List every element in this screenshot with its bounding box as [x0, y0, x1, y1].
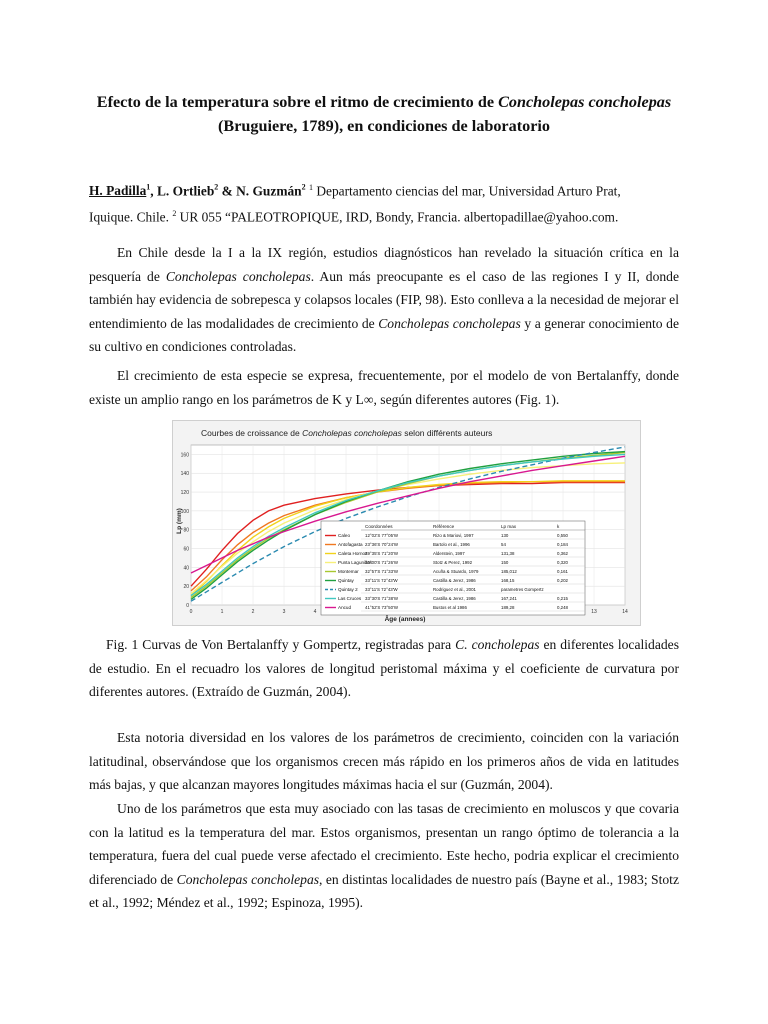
- text-run: y a generar conocimiento de su cultivo en condiciones controladas.: [89, 315, 680, 354]
- inset-cell: 189,28: [501, 605, 515, 610]
- inset-cell: 185,012: [501, 569, 517, 574]
- species-name: Concholepas concholepas: [378, 315, 521, 331]
- inset-cell: Stotz & Perez, 1992: [433, 560, 473, 565]
- inset-cell: Alderstein, 1997: [433, 551, 465, 556]
- inset-cell: 32°57'S 71°33'W: [365, 569, 399, 574]
- inset-cell: 54: [501, 542, 506, 547]
- y-tick-label: 20: [183, 584, 189, 591]
- author-sup: 2: [301, 183, 306, 192]
- inset-cell: 130: [501, 533, 509, 538]
- y-tick-label: 160: [180, 452, 189, 459]
- text-run: El crecimiento de esta especie se expresa, frecuentemente, por el modelo de von Bertalanffy, donde existe un amplio rango en los parámetros de K y L∞, según diferentes autores (Fig. 1).: [89, 368, 679, 407]
- species-name: Concholepas concholepas: [176, 871, 320, 887]
- inset-cell: 0,320: [557, 560, 568, 565]
- y-tick-label: 120: [180, 490, 189, 497]
- legend-entry: Caleta Hornos: [338, 551, 368, 556]
- inset-cell: Bustos et al 1986: [433, 605, 467, 610]
- inset-cell: 41°52'S 73°50'W: [365, 605, 399, 610]
- y-tick-label: 100: [180, 508, 189, 515]
- inset-cell: Rizo & Mariovi, 1997: [433, 533, 474, 538]
- affiliation-1: Departamento ciencias del mar, Universidad Arturo Prat,: [312, 183, 621, 199]
- author-ortlieb: L. Ortlieb: [157, 183, 215, 199]
- paragraph-temperature: [89, 797, 679, 915]
- text-run: . Aun más preocupante es el caso de las regiones I y II, donde también hay evidencia de sobrepesca y colapsos locales (FIP, 98). Esto conlleva a la necesidad de mejorar el entendimiento de las modalidades de crecimiento de: [89, 268, 679, 331]
- species-name: Concholepas concholepas: [165, 268, 311, 284]
- inset-cell: 0,215: [557, 596, 568, 601]
- inset-cell: 0,248: [557, 605, 568, 610]
- species-name: C. concholepas: [455, 637, 540, 652]
- legend-entry: Antofagasta: [338, 542, 363, 547]
- y-tick-label: 80: [183, 527, 189, 534]
- title-line2: (Bruguiere, 1789), en condiciones de laboratorio: [218, 117, 550, 135]
- y-tick-label: 60: [183, 546, 189, 553]
- x-tick-label: 2: [251, 609, 255, 615]
- title-species: Concholepas concholepas: [498, 93, 672, 111]
- paragraph-intro: [89, 241, 679, 359]
- inset-cell: 23°36'S 70°24'W: [365, 542, 399, 547]
- legend-entry: Ancud: [338, 605, 352, 610]
- affiliation-sup: 2: [172, 209, 177, 219]
- author-sup: 2: [214, 183, 219, 192]
- inset-cell: 167,241: [501, 596, 517, 601]
- legend-entry: Caleo: [338, 533, 351, 538]
- text-run: , en distintas localidades de nuestro país (Bayne et al., 1983; Stotz et al., 1992; Méndez et al., 1992; Espinoza, 1995).: [89, 871, 679, 910]
- inset-cell: 0,202: [557, 578, 568, 583]
- affiliation-1-cont: Iquique. Chile.: [89, 209, 173, 225]
- inset-cell: 0,550: [557, 533, 568, 538]
- inset-cell: 33°30'S 71°38'W: [365, 596, 399, 601]
- paragraph-bertalanffy: [89, 364, 679, 411]
- x-tick-label: 1: [220, 609, 224, 615]
- legend-entry: Quintay 2: [338, 587, 358, 592]
- inset-cell: 168,15: [501, 578, 515, 583]
- author-block: [89, 176, 679, 229]
- inset-header: Coordonnées: [365, 524, 393, 529]
- legend-entry: Las Cruces: [338, 596, 362, 601]
- inset-cell: 0,161: [557, 569, 568, 574]
- inset-cell: 29°35'S 71°20'W: [365, 551, 399, 556]
- figure-growth-curves: [172, 420, 641, 626]
- author-guzman: N. Guzmán: [236, 183, 302, 199]
- x-tick-label: 14: [622, 609, 628, 615]
- x-tick-label: 0: [189, 609, 193, 615]
- affiliation-sup: 1: [308, 183, 313, 192]
- inset-cell: 150: [501, 560, 509, 565]
- text-run: Fig. 1 Curvas de Von Bertalanffy y Gompertz, registradas para: [106, 637, 456, 652]
- affiliation-2: UR 055 “PALEOTROPIQUE, IRD, Bondy, Francia. albertopadillae@yahoo.com.: [176, 209, 619, 225]
- inset-header: Lp max: [501, 524, 517, 529]
- inset-cell: 12°02'S 77°05'W: [365, 533, 399, 538]
- inset-cell: Rodriguez et al., 2001: [433, 587, 476, 592]
- inset-header: k: [557, 524, 560, 529]
- legend-entry: Quintay: [338, 578, 354, 583]
- inset-cell: 33°11'S 72°43'W: [365, 587, 398, 592]
- inset-cell: Bartolo et al., 1996: [433, 542, 470, 547]
- inset-header: Référence: [433, 524, 455, 529]
- legend-entry: Montemar: [338, 569, 359, 574]
- inset-cell: 0,362: [557, 551, 568, 556]
- y-tick-label: 0: [186, 603, 189, 609]
- x-tick-label: 13: [591, 609, 597, 615]
- text-run: Uno de los parámetros que esta muy asociado con las tasas de crecimiento en moluscos y que covaria con la latitud es la temperatura del mar. Estos organismos, presentan un rango óptimo de tolerancia a la temperatura, fuera del cual puede verse afectado el crecimiento. Este hecho, podria explicar el crecimiento diferenciado de: [89, 801, 679, 887]
- inset-cell: 30°00'S 71°26'W: [365, 560, 399, 565]
- x-axis-label: Âge (annees): [384, 616, 426, 623]
- inset-cell: 33°11'S 72°43'W: [365, 578, 398, 583]
- paper-title: [60, 90, 708, 138]
- y-axis-label: Lp (mm): [176, 508, 183, 534]
- x-tick-label: 4: [313, 609, 317, 615]
- y-tick-label: 40: [183, 565, 189, 572]
- y-tick-label: 140: [180, 471, 189, 478]
- inset-cell: Castilla & Jerez, 1986: [433, 578, 476, 583]
- author-sup: 1: [146, 183, 151, 192]
- author-padilla: H. Padilla: [89, 183, 147, 199]
- legend-entry: Punta Lagunillas: [338, 560, 372, 565]
- inset-cell: parametres Gompertz: [501, 587, 544, 592]
- text-run: En Chile desde la I a la IX región, estudios diagnósticos han revelado la situación crítica en la pesquería de: [89, 245, 679, 284]
- paragraph-diversity: [89, 726, 679, 797]
- text-run: en diferentes localidades de estudio. En el recuadro los valores de longitud peristomal máxima y el coeficiente de curvatura por diferentes autores. (Extraído de Guzmán, 2004).: [89, 637, 679, 699]
- text-run: Esta notoria diversidad en los valores de los parámetros de crecimiento, coinciden con la variación latitudinal, observándose que los organismos crecen más rápido en los primeros años de vida en latitudes más bajas, y que alcanzan mayores longitudes máximas hacia el sur (Guzmán, 2004).: [89, 730, 679, 792]
- title-line1-prefix: Efecto de la temperatura sobre el ritmo de crecimiento de: [96, 93, 499, 111]
- inset-cell: Acuña & Stuardo, 1979: [433, 569, 479, 574]
- growth-chart: [173, 421, 640, 625]
- inset-cell: 0,184: [557, 542, 568, 547]
- x-tick-label: 3: [282, 609, 286, 615]
- chart-title: Courbes de croissance de Concholepas concholepas selon différents auteurs: [201, 428, 493, 438]
- author-sep: &: [218, 183, 237, 199]
- inset-cell: 131,38: [501, 551, 515, 556]
- author-sep: ,: [150, 183, 157, 199]
- inset-cell: Castilla & Jerez, 1986: [433, 596, 476, 601]
- figure-caption: [89, 633, 679, 704]
